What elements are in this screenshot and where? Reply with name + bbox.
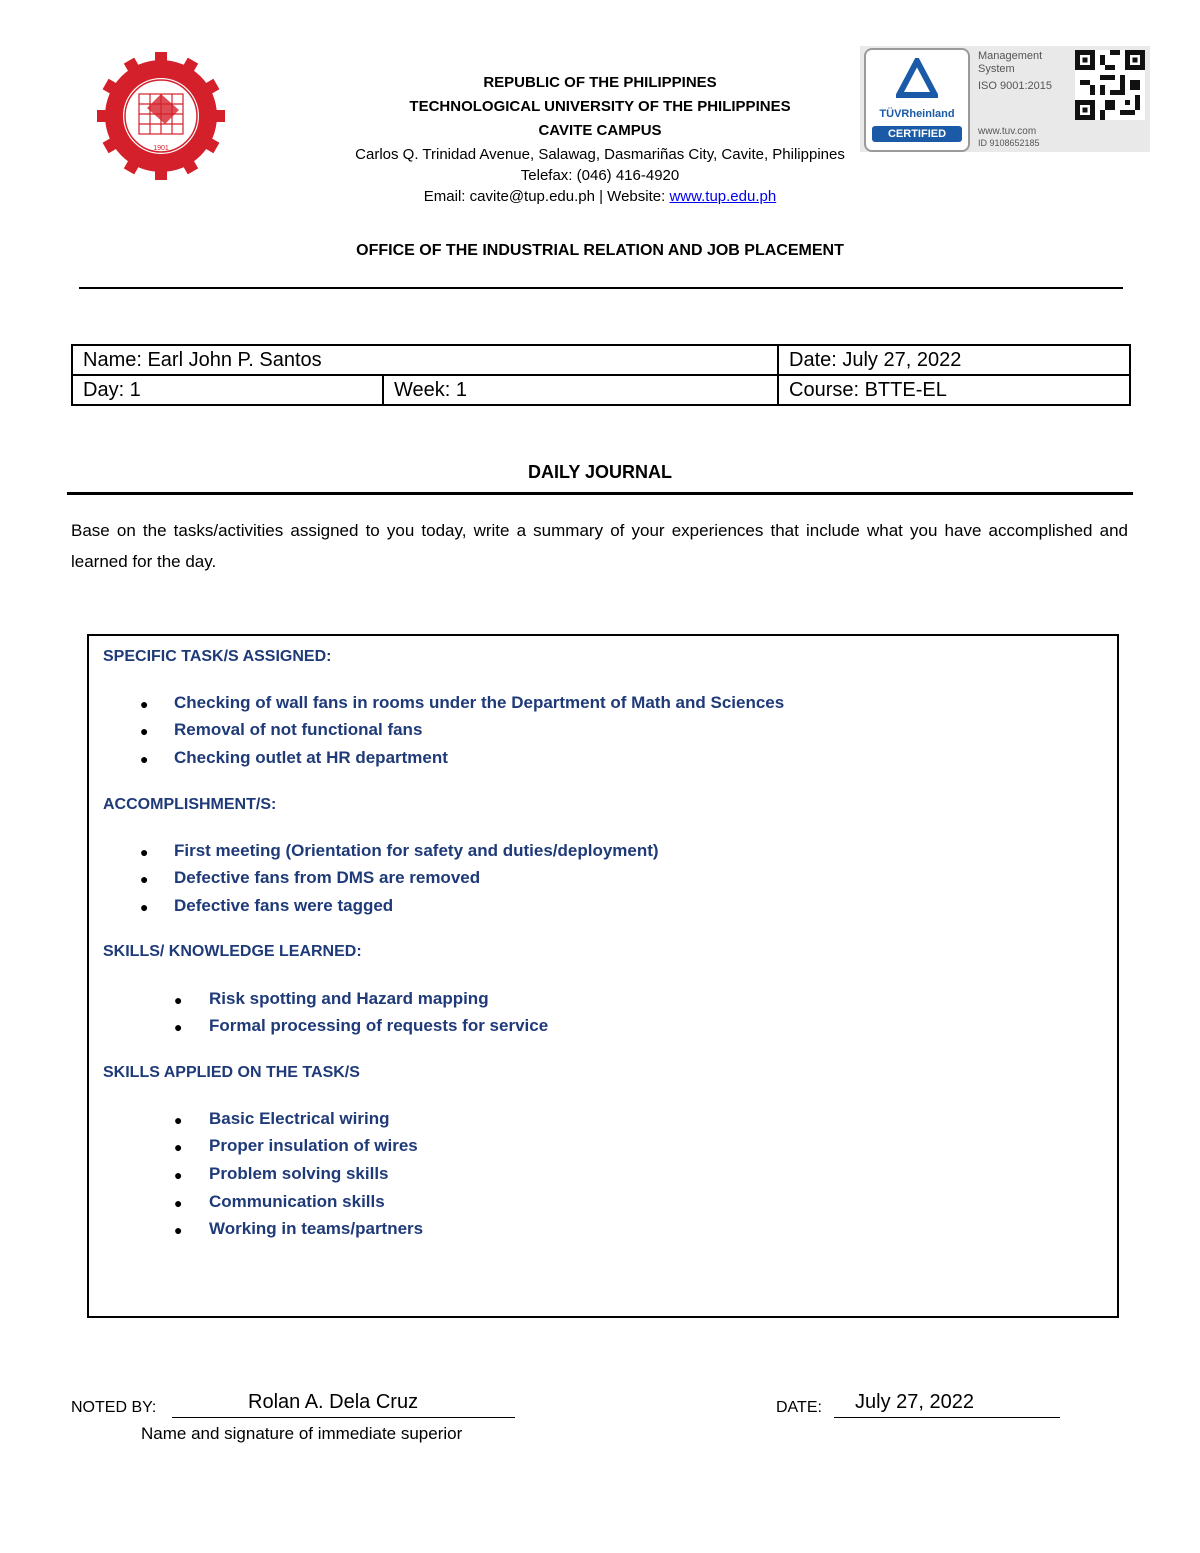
date-line [834,1417,1060,1418]
bullet-icon: ● [140,899,149,915]
tuv-brand: TÜVRheinland [879,108,955,120]
applied-item: Basic Electrical wiring [209,1109,390,1128]
header-contact [300,188,900,205]
bullet-icon: ● [140,723,149,739]
noted-by-caption: Name and signature of immediate superior [141,1424,463,1443]
bullet-icon: ● [174,1222,183,1238]
bullet-icon: ● [174,1019,183,1035]
bullet-icon: ● [140,696,149,712]
bullet-icon: ● [140,751,149,767]
journal-title-underline [67,492,1133,495]
learned-item: Formal processing of requests for service [209,1016,549,1035]
iso-certification-badge [860,46,1150,152]
logo-year: 1901 [153,145,169,152]
tasks-heading: SPECIFIC TASK/S ASSIGNED: [103,648,332,665]
learned-heading: SKILLS/ KNOWLEDGE LEARNED: [103,943,362,960]
header-address: Carlos Q. Trinidad Avenue, Salawag, Dasmariñas City, Cavite, Philippines [355,146,845,163]
bullet-icon: ● [174,1195,183,1211]
student-info-table [71,344,1131,406]
header-campus: CAVITE CAMPUS [538,122,662,139]
bullet-icon: ● [174,1167,183,1183]
qr-code-icon [1074,50,1146,120]
office-title: OFFICE OF THE INDUSTRIAL RELATION AND JOB PLACEMENT [356,242,844,259]
noted-by-line [172,1417,515,1418]
noted-by-label: NOTED BY: [71,1399,157,1416]
task-item: Checking outlet at HR department [174,748,448,767]
bullet-icon: ● [174,1139,183,1155]
tuv-badge [864,48,970,152]
accomplishment-item: Defective fans from DMS are removed [174,868,481,887]
journal-title: DAILY JOURNAL [527,462,673,482]
applied-item: Problem solving skills [209,1164,389,1183]
header-email: Email: cavite@tup.edu.ph | Website: [423,188,670,205]
bullet-icon: ● [174,992,183,1008]
bullet-icon: ● [140,844,149,860]
journal-instructions: Base on the tasks/activities assigned to you today, write a summary of your experiences that include what you have accomplished and learned for the day. [71,521,1128,571]
bullet-icon: ● [174,1112,183,1128]
applied-item: Communication skills [209,1192,385,1211]
tuv-triangle-icon [896,58,938,98]
task-item: Checking of wall fans in rooms under the Department of Math and Sciences [174,693,785,712]
header-divider [79,287,1123,289]
applied-item: Proper insulation of wires [209,1136,418,1155]
journal-date: Date: July 27, 2022 [778,345,1130,375]
accomplishment-item: First meeting (Orientation for safety and duties/deployment) [174,841,659,860]
learned-item: Risk spotting and Hazard mapping [209,989,489,1008]
course: Course: BTTE-EL [778,375,1130,405]
management-system: Management System [978,50,1043,75]
certified-label: CERTIFIED [872,126,962,142]
tuv-site: www.tuv.com [978,126,1037,137]
university-logo [95,50,227,182]
iso-standard: ISO 9001:2015 [978,80,1053,92]
bullet-icon: ● [140,871,149,887]
accomplishment-item: Defective fans were tagged [174,896,394,915]
header-university: TECHNOLOGICAL UNIVERSITY OF THE PHILIPPINES [409,98,791,115]
website-link[interactable]: www.tup.edu.ph [669,188,777,205]
day-number: Day: 1 [72,375,383,405]
header-republic: REPUBLIC OF THE PHILIPPINES [483,74,717,91]
date-label: DATE: [776,1399,822,1416]
signature-date: July 27, 2022 [855,1391,974,1413]
applied-item: Working in teams/partners [209,1219,424,1238]
accomplishments-heading: ACCOMPLISHMENT/S: [103,796,277,813]
noted-by-name: Rolan A. Dela Cruz [248,1391,419,1413]
week-number: Week: 1 [383,375,778,405]
tuv-id: ID 9108652185 [978,138,1040,148]
student-name: Name: Earl John P. Santos [72,345,778,375]
header-telefax: Telefax: (046) 416-4920 [520,167,680,184]
applied-heading: SKILLS APPLIED ON THE TASK/S [103,1064,360,1081]
task-item: Removal of not functional fans [174,720,423,739]
